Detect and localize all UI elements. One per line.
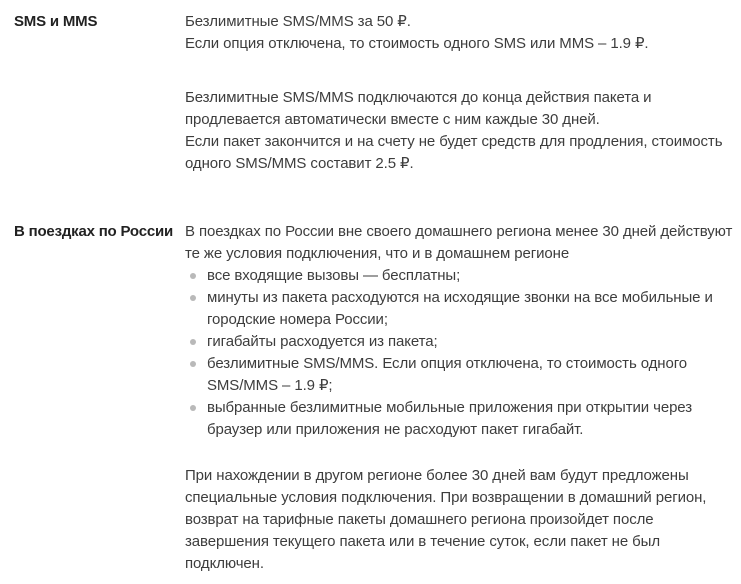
section-label-travel-russia: В поездках по России — [14, 223, 174, 240]
paragraph-line: При нахождении в другом регионе более 30 дней вам будут предложены специальные условия подключения. При возвращении в домашний регион, возврат на тарифные пакеты домашнего региона произойдет после завершения текущего пакета или в течение суток, если пакет не был подключен. — [185, 467, 707, 572]
paragraph-line: Безлимитные SMS/MMS подключаются до конца действия пакета и продлевается автоматически вместе с ним каждые 30 дней. — [185, 89, 652, 128]
bullet-icon — [190, 405, 196, 411]
section-content — [185, 221, 739, 575]
section-travel-russia — [14, 221, 739, 575]
list-item-text: выбранные безлимитные мобильные приложения при открытии через браузер или приложения не расходуют пакет гигабайт. — [207, 399, 692, 438]
section-label-sms-mms: SMS и MMS — [14, 13, 98, 30]
section-content — [185, 11, 739, 175]
list-item — [185, 287, 739, 331]
paragraph-line: Безлимитные SMS/MMS за 50 ₽. — [185, 13, 411, 30]
paragraph — [185, 87, 739, 175]
list-item-text: гигабайты расходуется из пакета; — [207, 333, 438, 350]
bullet-icon — [190, 339, 196, 345]
list-item-text: все входящие вызовы — бесплатны; — [207, 267, 461, 284]
list-item — [185, 397, 739, 441]
bullet-icon — [190, 361, 196, 367]
paragraph-line: Если опция отключена, то стоимость одного SMS или MMS – 1.9 ₽. — [185, 35, 649, 52]
list-item-text: минуты из пакета расходуются на исходящие звонки на все мобильные и городские номера России; — [207, 289, 713, 328]
list-item — [185, 331, 739, 353]
paragraph-line: В поездках по России вне своего домашнего региона менее 30 дней действуют те же условия подключения, что и в домашнем регионе — [185, 223, 733, 262]
paragraph — [185, 221, 739, 265]
list-item-text: безлимитные SMS/MMS. Если опция отключена, то стоимость одного SMS/MMS – 1.9 ₽; — [207, 355, 687, 394]
paragraph — [185, 11, 739, 55]
paragraph — [185, 465, 739, 575]
bullet-icon — [190, 273, 196, 279]
list-item — [185, 353, 739, 397]
list-item — [185, 265, 739, 287]
paragraph-line: Если пакет закончится и на счету не будет средств для продления, стоимость одного SMS/MMS составит 2.5 ₽. — [185, 133, 723, 172]
bullet-icon — [190, 295, 196, 301]
bullet-list — [185, 265, 739, 441]
section-sms-mms — [14, 11, 739, 175]
